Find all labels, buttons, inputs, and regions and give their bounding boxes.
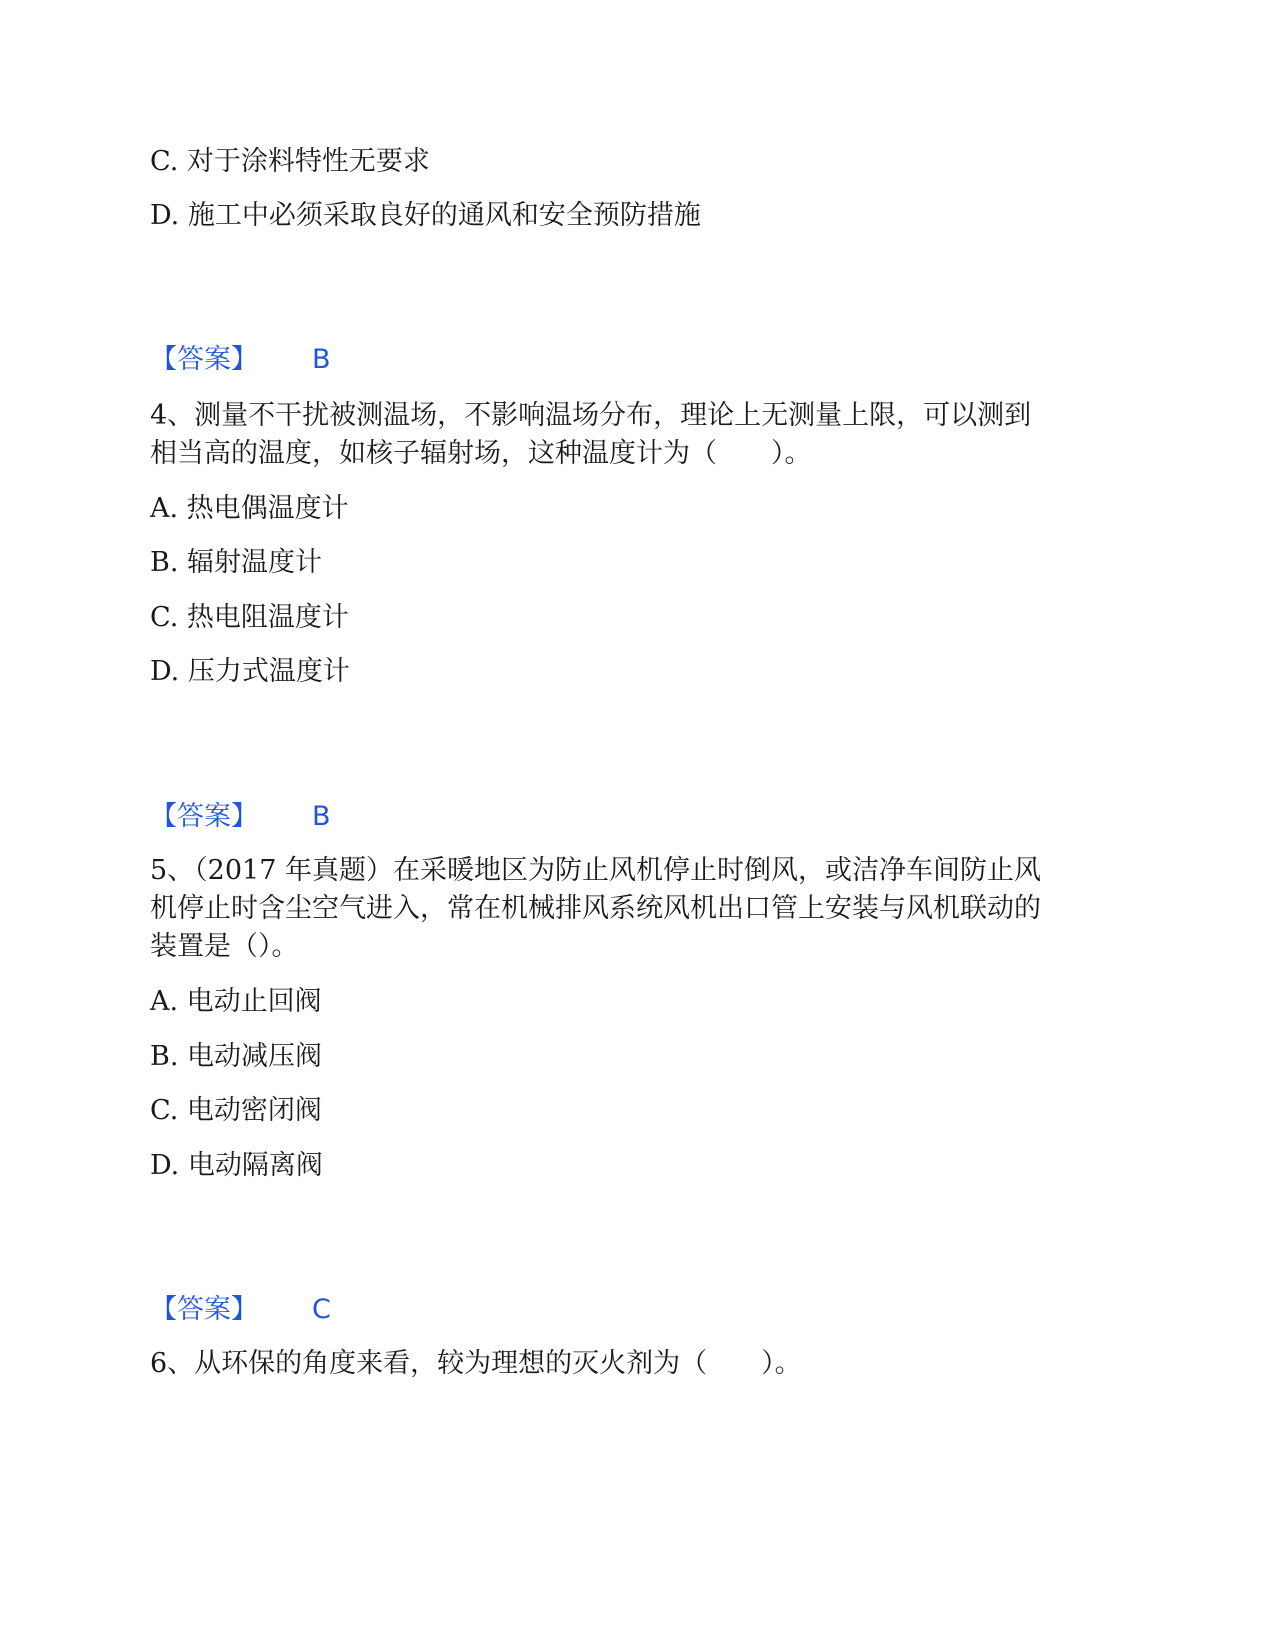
- q5-stem-line-2: 机停止时含尘空气进入，常在机械排风系统风机出口管上安装与风机联动的: [150, 893, 1041, 924]
- q4-option-a: A. 热电偶温度计: [150, 493, 349, 524]
- q3-answer: [150, 340, 331, 380]
- answer-value: C: [312, 1294, 331, 1325]
- q5-option-a: A. 电动止回阀: [150, 986, 322, 1017]
- q5-answer: [150, 1290, 331, 1330]
- q5-stem-line-3: 装置是（）。: [150, 931, 299, 962]
- q5-option-b: B. 电动减压阀: [150, 1041, 323, 1072]
- q4-option-d: D. 压力式温度计: [150, 656, 350, 687]
- q6-stem-line-1: 6、从环保的角度来看，较为理想的灭火剂为（ ）。: [150, 1348, 802, 1379]
- answer-label: 【答案】: [150, 1294, 258, 1325]
- q5-option-c: C. 电动密闭阀: [150, 1095, 322, 1126]
- q4-option-c: C. 热电阻温度计: [150, 602, 349, 633]
- q5-option-d: D. 电动隔离阀: [150, 1150, 323, 1181]
- answer-label: 【答案】: [150, 344, 258, 375]
- answer-value: B: [312, 344, 331, 375]
- q4-option-b: B. 辐射温度计: [150, 547, 323, 578]
- answer-value: B: [312, 801, 331, 832]
- q4-stem-line-2: 相当高的温度，如核子辐射场，这种温度计为（ ）。: [150, 438, 812, 469]
- q4-answer: [150, 797, 331, 837]
- answer-label: 【答案】: [150, 801, 258, 832]
- q5-stem-line-1: 5、（2017 年真题）在采暖地区为防止风机停止时倒风，或洁净车间防止风: [150, 855, 1041, 886]
- q4-stem-line-1: 4、测量不干扰被测温场，不影响温场分布，理论上无测量上限，可以测到: [150, 400, 1032, 431]
- q3-option-d: D. 施工中必须采取良好的通风和安全预防措施: [150, 200, 701, 231]
- q3-option-c: C. 对于涂料特性无要求: [150, 146, 430, 177]
